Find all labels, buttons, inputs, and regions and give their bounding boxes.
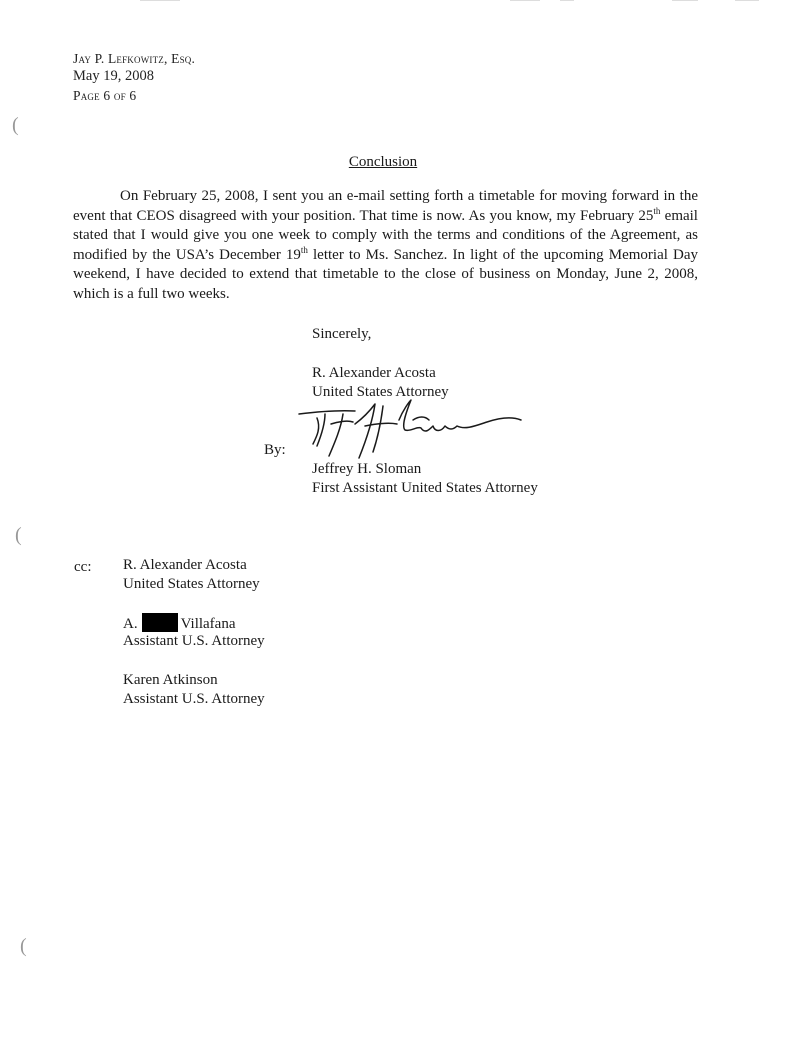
body-text-part3: letter to Ms. Sanchez. In light of the upcoming Memorial Day weekend, I have decided to extend that timetable to the close of business on Monday, June 2, 2008, which is a full two weeks. (73, 246, 698, 302)
binding-hole-mark: ( (15, 524, 22, 546)
signatory-name: Jeffrey H. Sloman (312, 461, 422, 477)
cc-recipient-1-name: R. Alexander Acosta (123, 557, 247, 573)
scan-artifact (140, 0, 180, 1)
cc-recipient-1-title: United States Attorney (123, 576, 260, 592)
cc-recipient-2-first: A. (123, 616, 138, 632)
superscript-th: th (653, 205, 661, 216)
scan-artifact (560, 0, 574, 1)
scan-artifact (735, 0, 759, 1)
by-label: By: (264, 442, 286, 458)
handwritten-signature (295, 396, 530, 464)
header-date: May 19, 2008 (73, 68, 154, 84)
cc-recipient-3-name: Karen Atkinson (123, 672, 218, 688)
body-text-part1: On February 25, 2008, I sent you an e-mail setting forth a timetable for moving forward in the event that CEOS disagreed with your position. That time is now. As you know, my February 25 (73, 188, 698, 224)
scan-artifact (672, 0, 698, 1)
cc-recipient-2-name (123, 613, 236, 634)
signer-title: United States Attorney (312, 384, 449, 400)
header-recipient: Jay P. Lefkowitz, Esq. (73, 51, 196, 66)
header-page-number: Page 6 of 6 (73, 88, 137, 103)
signer-name: R. Alexander Acosta (312, 365, 436, 381)
cc-label: cc: (74, 559, 92, 575)
cc-recipient-3-title: Assistant U.S. Attorney (123, 691, 265, 707)
signatory-title: First Assistant United States Attorney (312, 480, 538, 496)
binding-hole-mark: ( (20, 935, 27, 957)
section-title: Conclusion (348, 154, 418, 170)
redaction-box (142, 613, 178, 632)
binding-hole-mark: ( (12, 114, 19, 136)
closing: Sincerely, (312, 326, 372, 342)
scan-artifact (510, 0, 540, 1)
body-paragraph (73, 187, 698, 305)
cc-recipient-2-title: Assistant U.S. Attorney (123, 633, 265, 649)
body-text-part2: email stated that I would give you one week to comply with the terms and conditions of the Agreement, as modified by the USA’s December 19 (73, 207, 698, 263)
cc-recipient-2-last: Villafana (180, 616, 236, 632)
superscript-th: th (300, 244, 308, 255)
